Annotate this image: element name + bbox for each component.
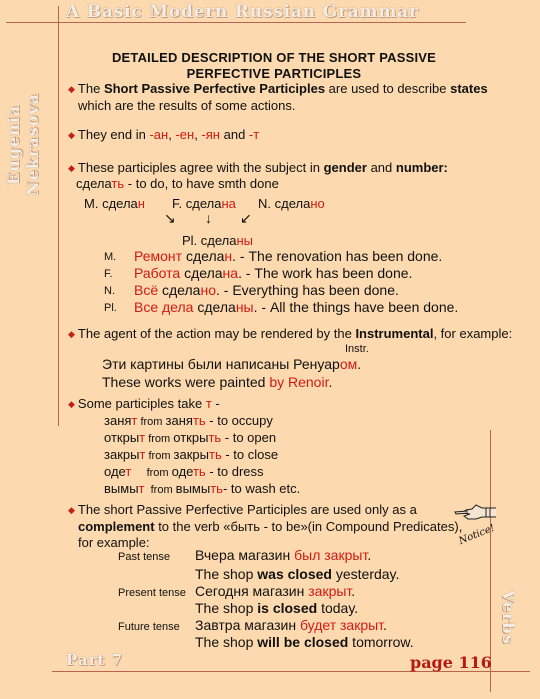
participle-item: открыт from открыть - to open: [104, 430, 277, 445]
tense-example-en: The shop will be closed tomorrow.: [195, 634, 414, 650]
example-sentence: Ремонт сделан. - The renovation has been done.: [134, 248, 443, 264]
tense-example-ru: Вчера магазин был закрыт.: [195, 547, 372, 563]
notice-label: Notice!: [457, 522, 497, 547]
book-title: A Basic Modern Russian Grammar: [66, 2, 419, 22]
tense-example-en: The shop is closed today.: [195, 600, 359, 616]
tense-label: Future tense: [118, 621, 180, 633]
pointing-hand-icon: [452, 500, 498, 552]
arrow-down-icon: ↓: [205, 210, 212, 226]
example-sentence: Все дела сделаны. - All the things have been done.: [134, 299, 459, 315]
tense-example-ru: Сегодня магазин закрыт.: [195, 583, 356, 599]
gender-label: F.: [104, 268, 113, 280]
bullet-icon: ◆: [68, 163, 75, 173]
para-1-line-1: ◆ The Short Passive Perfective Participles are used to describe states: [68, 81, 488, 96]
page-number: page 116: [410, 653, 492, 672]
para-6-line-3: for example:: [78, 535, 150, 550]
arrow-down-right-icon: ↘: [164, 210, 176, 226]
participle-item: одет from одеть - to dress: [104, 464, 264, 479]
tense-example-ru: Завтра магазин будет закрыт.: [195, 617, 387, 633]
para-3-line-1: ◆ These participles agree with the subject in gender and number:: [68, 160, 448, 175]
participle-item: вымыт from вымыть- to wash etc.: [104, 481, 301, 496]
page-title-line-1: DETAILED DESCRIPTION OF THE SHORT PASSIVE: [111, 50, 437, 65]
case-note: Instr.: [345, 343, 369, 355]
gender-label: M.: [104, 251, 117, 263]
arrow-down-left-icon: ↙: [240, 210, 252, 226]
participle-item: закрыт from закрыть - to close: [104, 447, 279, 462]
bullet-icon: ◆: [68, 329, 75, 339]
author-name: Eugenia Nekrasova: [4, 92, 42, 197]
para-1-line-2: which are the results of some actions.: [78, 98, 296, 113]
part-label: Part 7: [66, 651, 124, 669]
bullet-icon: ◆: [68, 130, 75, 140]
para-6-line-1: ◆ The short Passive Perfective Participles are used only as a: [68, 502, 417, 517]
frame-left-line: [58, 6, 59, 426]
bullet-icon: ◆: [68, 84, 75, 94]
form-masculine: M. сделан: [84, 196, 145, 211]
tense-example-en: The shop was closed yesterday.: [195, 566, 400, 582]
example-sentence: Всё сделано. - Everything has been done.: [134, 282, 399, 298]
example-sentence: Работа сделана. - The work has been done.: [134, 265, 413, 281]
form-plural: Pl. сделаны: [182, 233, 254, 248]
tense-label: Present tense: [118, 587, 186, 599]
agent-example-en: These works were painted by Renoir.: [102, 374, 333, 390]
gender-label: Pl.: [104, 302, 117, 314]
section-label: Verbs: [499, 590, 518, 645]
agent-example-ru: Эти картины были написаны Ренуаром.: [102, 356, 362, 372]
gender-label: N.: [104, 285, 115, 297]
para-5-line-1: ◆ Some participles take т -: [68, 396, 220, 411]
bullet-icon: ◆: [68, 399, 75, 409]
tense-label: Past tense: [118, 551, 170, 563]
para-4-line-1: ◆ The agent of the action may be rendered by the Instrumental, for example:: [68, 326, 513, 341]
form-neuter: N. сделано: [258, 196, 325, 211]
verb-example: сделать - to do, to have smth done: [76, 176, 279, 191]
para-2-endings: ◆ They end in -ан, -ен, -ян and -т: [68, 127, 260, 142]
participle-item: занят from занять - to occupy: [104, 413, 273, 428]
frame-top-line: [6, 22, 466, 23]
form-feminine: F. сделана: [172, 196, 236, 211]
page-title-line-2: PERFECTIVE PARTICIPLES: [186, 66, 362, 81]
bullet-icon: ◆: [68, 505, 75, 515]
para-6-line-2: complement to the verb «быть - to be»(in Compound Predicates),: [78, 519, 463, 534]
